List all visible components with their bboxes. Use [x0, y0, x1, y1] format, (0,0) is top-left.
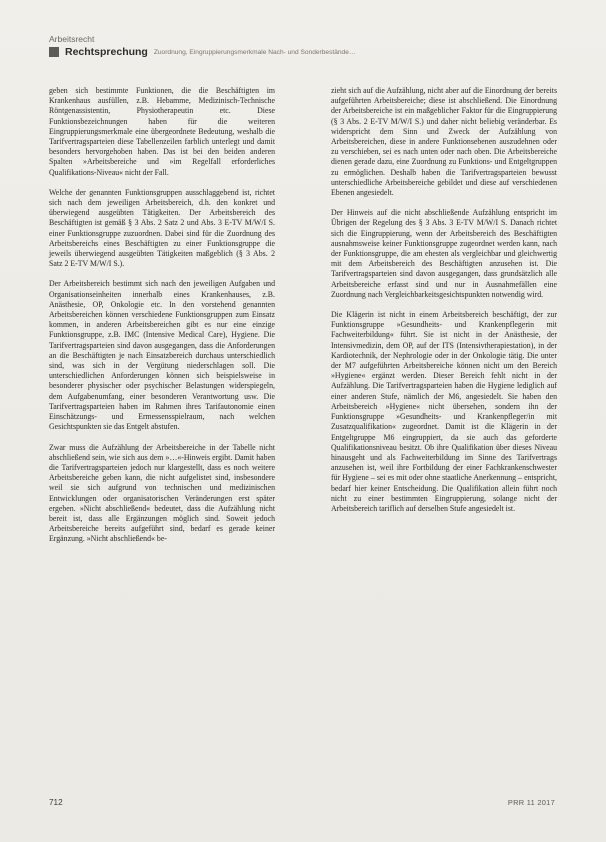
left-text-column	[49, 86, 275, 555]
paragraph: geben sich bestimmte Funktionen, die die Beschäftigten im Krankenhaus ausfüllen, z.B. Hebamme, Medizinisch-Technische Röntgenassistentin, Physiotherapeutin etc. Diese Funktionsbezeichnungen haben für die weiteren Eingruppierungsmerkmale eine übergeordnete Bedeutung, weshalb die Tarifvertragsparteien diese Tabellenzeilen farblich unterlegt und damit besonders hervorgehoben haben. Das ist bei den beiden anderen Spalten »Arbeitsbereiche und »im Regelfall erforderliches Qualifikations-Niveau« nicht der Fall.	[49, 86, 275, 177]
rubric-title: Rechtsprechung	[65, 46, 148, 58]
paragraph: Die Klägerin ist nicht in einem Arbeitsbereich beschäftigt, der zur Funktionsgruppe »Gesundheits- und Krankenpflegerin mit Fachweiterbildung« führt. Sie ist nicht in der Anästhesie, der Intensivmedizin, dem OP, auf der ITS (Intensivtherapiestation), in der Kardiotechnik, der Nephrologie oder in der Onkologie tätig. Die unter der M7 aufgeführten Arbeitsbereiche können nicht um den Bereich »Hygiene« ergänzt werden. Dieser Bereich fehlt nicht in der Aufzählung. Die Tarifvertragsparteien haben die Hygiene lediglich auf einer anderen Stufe, nämlich der M6, angesiedelt. Sie haben den Arbeitsbereich »Hygiene« nicht übersehen, sondern ihn der Funktionsgruppe »Gesundheits- und Krankenpfleger/in mit Zusatzqualifikation« zugeordnet. Damit ist die Klägerin in der Entgeltgruppe M6 eingruppiert, da sie auch das geforderte Qualifikationsniveau besitzt. Ob ihre Qualifikation über dieses Niveau hinausgeht und als Fachweiterbildung im Sinne des Tarifvertrags anzusehen ist, weil ihre Fortbildung der einer Fachkrankenschwester für Hygiene – sei es mit oder ohne staatliche Anerkennung – entspricht, bedarf hier keiner Entscheidung. Die Qualifikation allein führt noch nicht zu einer bestimmten Eingruppierung, solange nicht der Arbeitsbereich tariflich auf derselben Stufe angesiedelt ist.	[331, 310, 557, 513]
paragraph: Welche der genannten Funktionsgruppen ausschlaggebend ist, richtet sich nach dem jeweiligen Arbeitsbereich, d.h. den konkret und überwiegend ausgeübten Tätigkeiten. Der Arbeitsbereich des Beschäftigten ist gemäß § 3 Abs. 2 Satz 2 und Abs. 3 E-TV M/W/I S. einer Funktionsgruppe zuzuordnen. Dabei sind für die Zuordnung des Arbeitsbereichs eines Beschäftigten zu einer Funktionsgruppe die jeweils überwiegend ausgeübten Tätigkeiten maßgeblich (§ 3 Abs. 2 Satz 2 E-TV M/W/I S.).	[49, 187, 275, 269]
paragraph: zieht sich auf die Aufzählung, nicht aber auf die Einordnung der bereits aufgeführten Arbeitsbereiche; diese ist abschließend. Die Einordnung der Arbeitsbereiche ist ein maßgeblicher Faktor für die Eingruppierung (§ 3 Abs. 2 E-TV M/W/I S.) und daher nicht beliebig veränderbar. Es widerspricht dem Sinn und Zweck der Aufzählung von Arbeitsbereichen, diese in andere Funktionsebenen auszudehnen oder zu verschieben, sei es nach unten oder nach oben. Die Arbeitsbereiche dienen gerade dazu, eine Zuordnung zu Funktions- und Entgeltgruppen zu ermöglichen. Deshalb haben die Tarifvertragsparteien bewusst unterschiedliche Arbeitsbereiche gebildet und diese auf verschiedenen Ebenen angesiedelt.	[331, 86, 557, 198]
rubric-bar	[49, 45, 557, 59]
rubric-subtitle: Zuordnung, Eingruppierungsmerkmale Nach- und Sonderbestände…	[153, 48, 356, 56]
paragraph: Zwar muss die Aufzählung der Arbeitsbereiche in der Tabelle nicht abschließend sein, wie sich aus dem »…«-Hinweis ergibt. Damit haben die Tarifvertragsparteien jedoch nur klargestellt, dass es noch weitere Arbeitsbereiche geben kann, die nicht aufgelistet sind, insbesondere weil sie sich aufgrund von technischen und medizinischen Entwicklungen oder organisatorischen Veränderungen erst später ergeben. »Nicht abschließend« bedeutet, dass die Aufzählung nicht bereit ist, dass alle Ergänzungen möglich sind. Soweit jedoch Arbeitsbereiche bereits aufgeführt sind, bedarf es gerade keiner Ergänzung. »Nicht abschließend« be-	[49, 442, 275, 544]
journal-issue: PRR 11 2017	[507, 798, 555, 807]
page-footer	[49, 798, 555, 812]
paragraph: Der Hinweis auf die nicht abschließende Aufzählung entspricht im Übrigen der Regelung des § 3 Abs. 3 E-TV M/W/I S. Danach richtet sich die Eingruppierung, wenn der Arbeitsbereich des Beschäftigten ausnahmsweise keiner Funktionsgruppe zugeordnet werden kann, nach der Funktionsgruppe, die am ehesten als vergleichbar und gleichwertig mit dem Arbeitsbereich des Beschäftigten anzusehen ist. Die Tarifvertragsparteien sind davon ausgegangen, dass grundsätzlich alle Arbeitsbereiche erfasst sind und nur in Ausnahmefällen eine Zuordnung nach Vergleichbarkeitsgesichtspunkten notwendig wird.	[331, 208, 557, 299]
right-text-column	[331, 86, 557, 524]
rubric-marker-square	[49, 47, 59, 57]
page-number: 712	[49, 798, 63, 807]
running-head-section: Arbeitsrecht	[49, 34, 95, 44]
paragraph: Der Arbeitsbereich bestimmt sich nach den jeweiligen Aufgaben und Organisationseinheiten innerhalb eines Krankenhauses, z.B. Anästhesie, OP, Onkologie etc. In den vorstehend genannten Arbeitsbereichen können verschiedene Funktionsgruppen zum Einsatz kommen, in anderen Arbeitsbereichen gibt es nur eine einzige Funktionsgruppe, z.B. IMC (Intensive Medical Care), Hygiene. Die Tarifvertragsparteien sind davon ausgegangen, dass die Anforderungen an die Beschäftigten je nach Einsatzbereich durchaus unterschiedlich sind, was sich in der Vergütung niederschlagen soll. Die unterschiedlichen Anforderungen können sich beispielsweise in besonderer physischer oder psychischer Belastungen widerspiegeln, dem Aufgabenumfang, einer besonderen Verantwortung usw. Die Tarifvertragsparteien haben im Rahmen ihres Tarifautonomie einen Einschätzungs- und Ermessensspielraum, nach welchen Gesichtspunkten sie das Entgelt abstufen.	[49, 279, 275, 432]
